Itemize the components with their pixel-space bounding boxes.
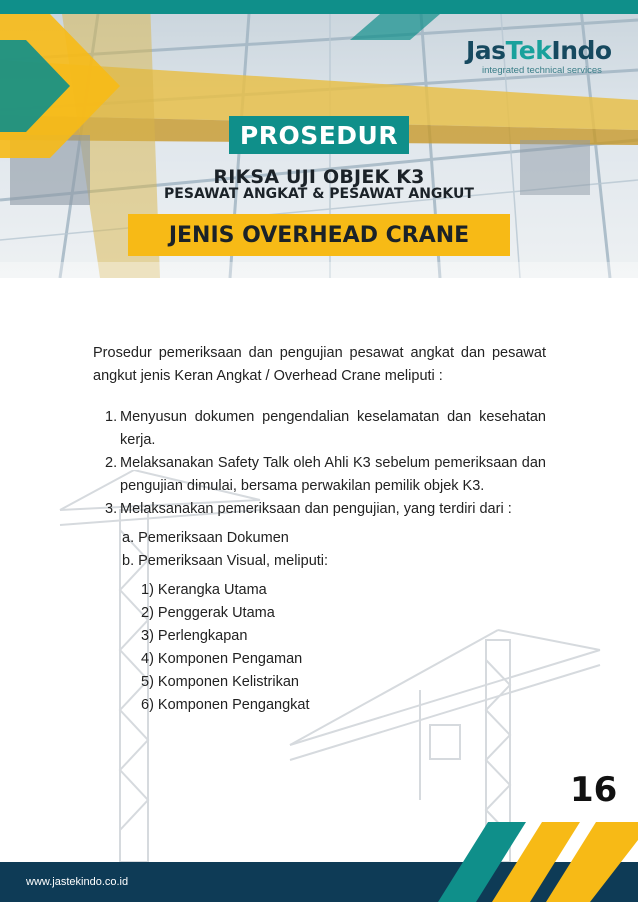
visual-item: 5) Komponen Kelistrikan <box>141 674 299 690</box>
step-number: 1. <box>105 409 118 425</box>
page-number: 16 <box>570 770 618 810</box>
step-text: Melaksanakan pemeriksaan dan pengujian, yang terdiri dari : <box>120 501 512 517</box>
sub-item: b. Pemeriksaan Visual, meliputi: <box>122 553 329 569</box>
visual-item: 4) Komponen Pengaman <box>141 651 303 667</box>
visual-item: 6) Komponen Pengangkat <box>141 697 310 713</box>
website-url[interactable]: www.jastekindo.co.id <box>26 876 129 888</box>
sub-item: a. Pemeriksaan Dokumen <box>122 530 289 546</box>
step-text: Melaksanakan Safety Talk oleh Ahli K3 sebelum pemeriksaan dan pengujian dimulai, bersama perwakilan pemilik objek K3. <box>120 455 546 494</box>
logo-wordmark: JasTekIndo <box>466 36 612 65</box>
title-line-1: RIKSA UJI OBJEK K3 <box>213 166 425 188</box>
prosedur-badge: PROSEDUR <box>229 116 409 154</box>
step-number: 2. <box>105 455 118 471</box>
visual-item: 3) Perlengkapan <box>141 628 248 644</box>
crane-type-badge: JENIS OVERHEAD CRANE <box>128 214 510 256</box>
visual-item: 2) Penggerak Utama <box>141 605 275 621</box>
step-text: Menyusun dokumen pengendalian keselamatan dan kesehatan kerja. <box>120 409 546 448</box>
step-number: 3. <box>105 501 118 517</box>
intro-paragraph: Prosedur pemeriksaan dan pengujian pesawat angkat dan pesawat angkut jenis Keran Angkat / Overhead Crane meliputi : <box>93 345 546 384</box>
logo-tagline: integrated technical services <box>482 65 602 76</box>
visual-item: 1) Kerangka Utama <box>141 582 267 598</box>
title-line-2: PESAWAT ANGKAT & PESAWAT ANGKUT <box>164 186 474 202</box>
